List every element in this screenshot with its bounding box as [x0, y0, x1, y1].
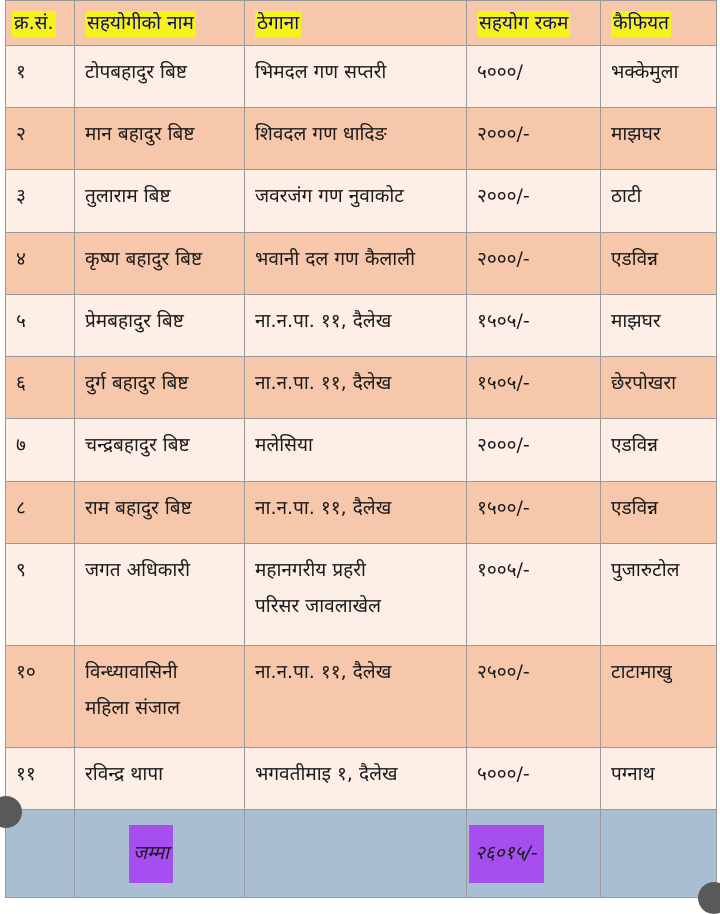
donor-table [5, 0, 717, 898]
header-remarks: कैफियत [601, 1, 717, 46]
table-row [6, 357, 717, 419]
row-serial: ५ [6, 294, 75, 356]
row-serial: ९ [6, 543, 75, 645]
total-row [6, 810, 717, 898]
table-row [6, 294, 717, 356]
row-address: ना.न.पा. ११, दैलेख [245, 357, 467, 419]
table-row [6, 543, 717, 645]
row-remarks: भक्केमुला [601, 45, 717, 107]
row-remarks: ठाटी [601, 170, 717, 232]
total-label: जम्मा [129, 825, 173, 883]
row-remarks: एडविन्न [601, 232, 717, 294]
table-row [6, 645, 717, 747]
table-row [6, 45, 717, 107]
row-amount: १००५/- [467, 543, 601, 645]
row-amount: २०००/- [467, 419, 601, 481]
row-serial: २ [6, 108, 75, 170]
row-amount: २५००/- [467, 645, 601, 747]
row-serial: १ [6, 45, 75, 107]
row-address: ना.न.पा. ११, दैलेख [245, 481, 467, 543]
row-amount: २०००/- [467, 108, 601, 170]
row-serial: ६ [6, 357, 75, 419]
row-remarks: पग्नाथ [601, 747, 717, 809]
row-amount: २०००/- [467, 170, 601, 232]
row-name: रविन्द्र थापा [75, 747, 245, 809]
row-serial: ७ [6, 419, 75, 481]
table-header-row [6, 1, 717, 46]
header-amount: सहयोग रकम [467, 1, 601, 46]
row-serial: ३ [6, 170, 75, 232]
row-amount: ५०००/- [467, 747, 601, 809]
row-name: राम बहादुर बिष्ट [75, 481, 245, 543]
row-name: टोपबहादुर बिष्ट [75, 45, 245, 107]
row-name: प्रेमबहादुर बिष्ट [75, 294, 245, 356]
row-amount: १५००/- [467, 481, 601, 543]
total-label-cell [75, 810, 245, 898]
row-address: भवानी दल गण कैलाली [245, 232, 467, 294]
row-name: विन्ध्यावासिनी महिला संजाल [75, 645, 245, 747]
header-serial: क्र.सं. [6, 1, 75, 46]
row-address: भिमदल गण सप्तरी [245, 45, 467, 107]
row-amount: १५०५/- [467, 357, 601, 419]
row-name: दुर्ग बहादुर बिष्ट [75, 357, 245, 419]
row-name: कृष्ण बहादुर बिष्ट [75, 232, 245, 294]
row-remarks: पुजारुटोल [601, 543, 717, 645]
row-serial: ११ [6, 747, 75, 809]
row-remarks: एडविन्न [601, 419, 717, 481]
table-row [6, 232, 717, 294]
row-serial: ८ [6, 481, 75, 543]
row-remarks: एडविन्न [601, 481, 717, 543]
header-name: सहयोगीको नाम [75, 1, 245, 46]
row-address: भगवतीमाइ १, दैलेख [245, 747, 467, 809]
row-address: ना.न.पा. ११, दैलेख [245, 645, 467, 747]
total-amount: २६०१५/- [469, 825, 544, 883]
row-address: शिवदल गण धादिङ [245, 108, 467, 170]
row-amount: ५०००/ [467, 45, 601, 107]
table-row [6, 747, 717, 809]
row-amount: २०००/- [467, 232, 601, 294]
header-address: ठेगाना [245, 1, 467, 46]
total-blank-remarks [601, 810, 717, 898]
row-remarks: छेरपोखरा [601, 357, 717, 419]
total-amount-cell [467, 810, 601, 898]
row-name: चन्द्रबहादुर बिष्ट [75, 419, 245, 481]
row-serial: ४ [6, 232, 75, 294]
row-name: जगत अधिकारी [75, 543, 245, 645]
row-address: जवरजंग गण नुवाकोट [245, 170, 467, 232]
total-blank-address [245, 810, 467, 898]
row-remarks: टाटामाखु [601, 645, 717, 747]
row-address: मलेसिया [245, 419, 467, 481]
row-remarks: माझघर [601, 108, 717, 170]
table-row [6, 170, 717, 232]
row-remarks: माझघर [601, 294, 717, 356]
row-name: तुलाराम बिष्ट [75, 170, 245, 232]
row-amount: १५०५/- [467, 294, 601, 356]
row-address: ना.न.पा. ११, दैलेख [245, 294, 467, 356]
row-address: महानगरीय प्रहरी परिसर जावलाखेल [245, 543, 467, 645]
table-row [6, 419, 717, 481]
table-row [6, 108, 717, 170]
row-name: मान बहादुर बिष्ट [75, 108, 245, 170]
row-serial: १० [6, 645, 75, 747]
table-row [6, 481, 717, 543]
scroll-handle-right[interactable] [698, 882, 720, 914]
